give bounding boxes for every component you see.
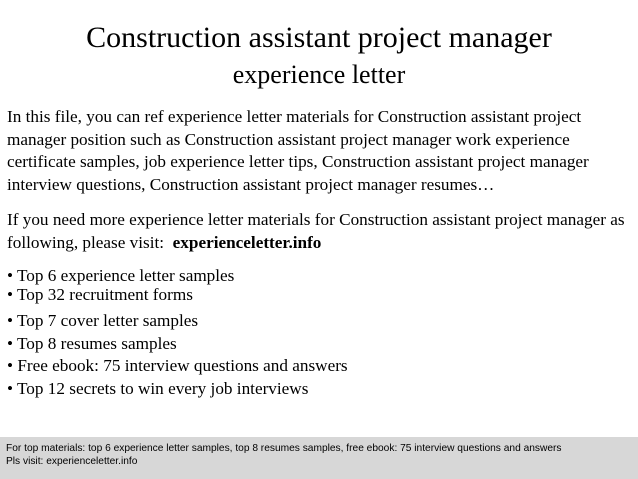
footer-banner [0,437,638,479]
bullet-item-cover-letter-samples: • Top 7 cover letter samples [7,311,199,330]
experienceletter-link[interactable]: experienceletter.info [172,232,322,252]
page-subtitle: experience letter [232,60,406,89]
title-block [0,18,638,92]
bullet-item-free-ebook: • Free ebook: 75 interview questions and answers [7,356,348,375]
footer-line-materials: For top materials: top 6 experience letter samples, top 8 resumes samples, free ebook: 75 interview questions and answers [6,443,562,454]
footer-line-visit: Pls visit: experienceletter.info [6,455,138,467]
more-info-paragraph [7,209,633,254]
bullet-item-experience-letter-samples: • Top 6 experience letter samples [7,266,235,285]
intro-paragraph: In this file, you can ref experience letter materials for Construction assistant project manager position such as Construction assistant project manager work experience certificate samples, job experience letter tips, Construction assistant project manager interview questions, Construction assistant project manager resumes… [7,107,589,194]
bullet-item-resumes-samples: • Top 8 resumes samples [7,333,177,353]
bullet-item-recruitment-forms: • Top 32 recruitment forms [7,284,193,304]
page-title: Construction assistant project manager [86,21,552,54]
more-info-text: If you need more experience letter materials for Construction assistant project manager as following, please visit: [7,210,625,252]
bullet-list [7,265,633,400]
bullet-item-interview-secrets: • Top 12 secrets to win every job interviews [7,378,309,398]
